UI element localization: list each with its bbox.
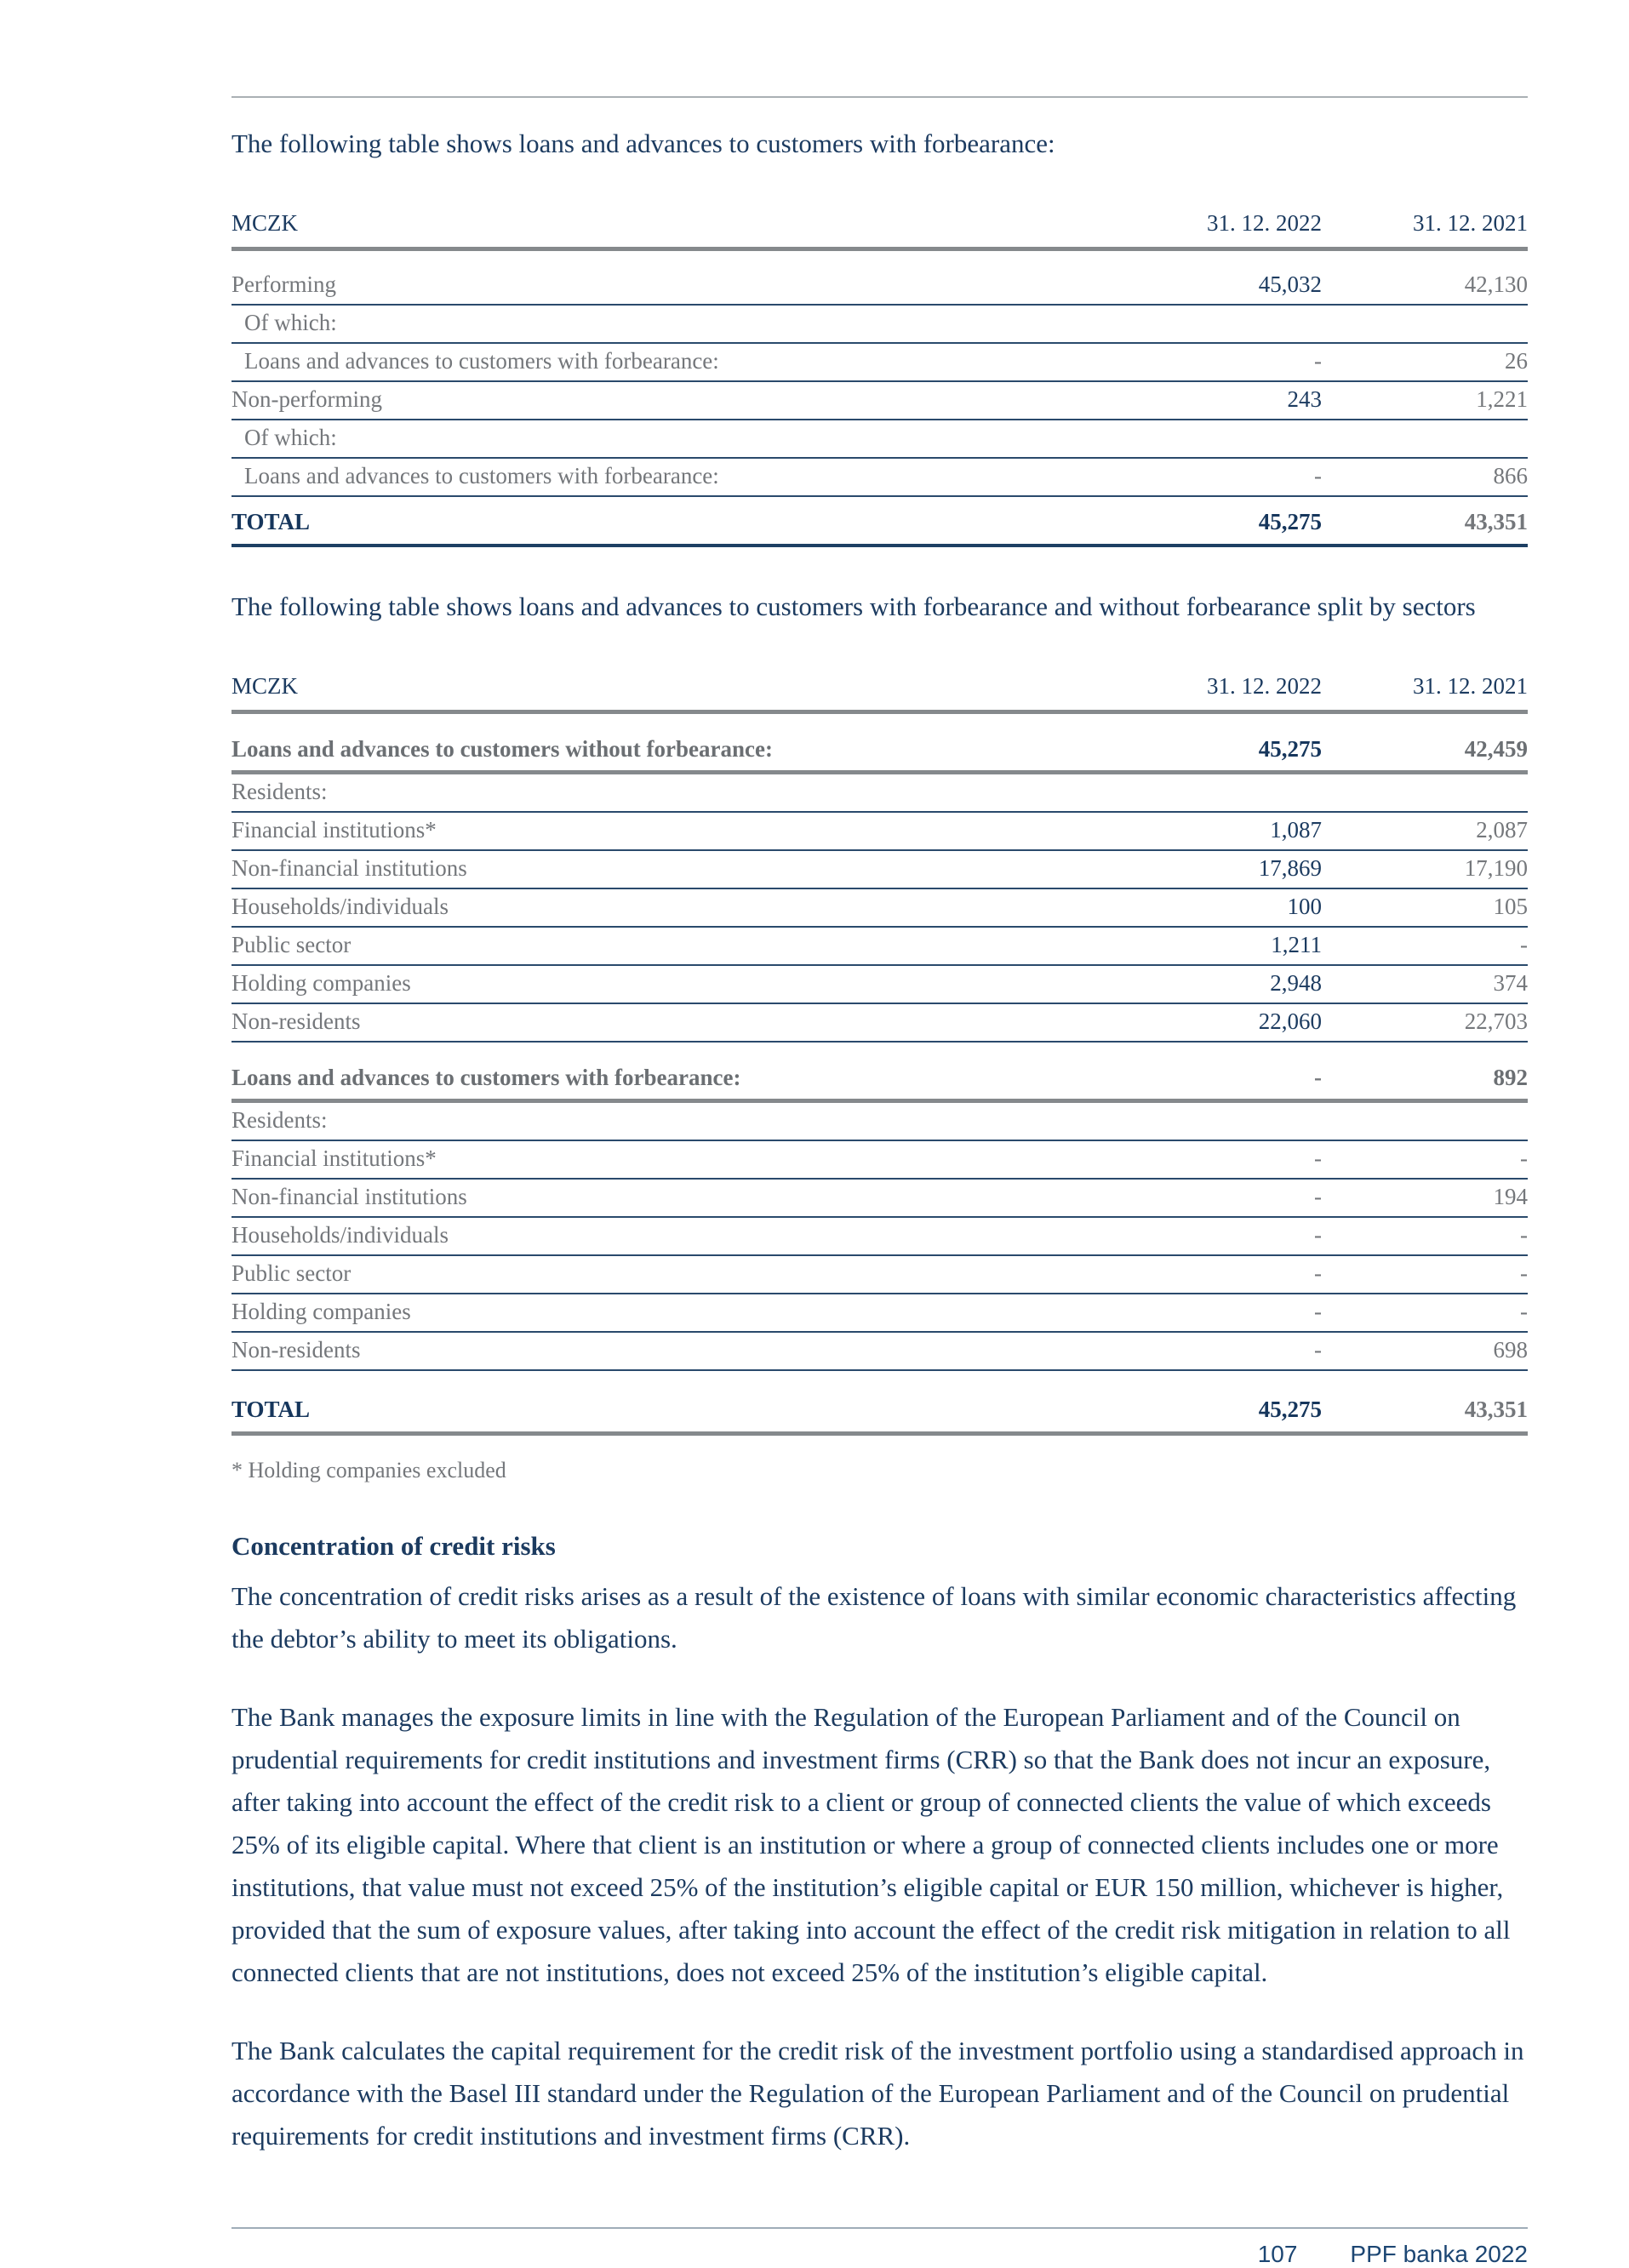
- row-value-2021: 42,130: [1464, 271, 1528, 297]
- column-header-2021: 31. 12. 2021: [1413, 210, 1528, 236]
- row-label: Households/individuals: [231, 894, 449, 919]
- row-value-2021: -: [1520, 1145, 1528, 1171]
- row-value-2021: 105: [1493, 894, 1528, 919]
- table-row: [231, 1294, 1528, 1333]
- row-label: Public sector: [231, 1260, 352, 1286]
- row-label: Non-residents: [231, 1337, 361, 1363]
- brand-label: PPF banka 2022: [1350, 2241, 1528, 2267]
- row-value-2022: 1,087: [1270, 817, 1322, 843]
- total-label: TOTAL: [231, 1397, 311, 1422]
- paragraph: The Bank calculates the capital requirement for the credit risk of the investment portfolio using a standardised approach in accordance with the Basel III standard under the Regulation of the European Parliament and of the Council on prudential requirements for credit institutions and investment firms (CRR).: [231, 2036, 1524, 2151]
- table-row: [231, 966, 1528, 1004]
- table-row: [231, 1256, 1528, 1294]
- row-label: Of which:: [244, 425, 337, 450]
- total-value-2022: 45,275: [1258, 509, 1322, 534]
- section-value-2021: 42,459: [1464, 736, 1528, 762]
- table-footnote: * Holding companies excluded: [231, 1458, 506, 1482]
- table-total-row: [231, 497, 1528, 547]
- table-row: [231, 813, 1528, 851]
- column-header-2022: 31. 12. 2022: [1207, 210, 1322, 236]
- page-number: 107: [1257, 2241, 1298, 2267]
- row-label: Non-financial institutions: [231, 855, 467, 881]
- table-total-row: [231, 1371, 1528, 1436]
- row-value-2021: -: [1520, 1260, 1528, 1286]
- table-row: [231, 1141, 1528, 1180]
- row-value-2021: 1,221: [1476, 386, 1528, 412]
- table-row: [231, 251, 1528, 306]
- table-row: [231, 1180, 1528, 1218]
- section-value-2022: 45,275: [1258, 736, 1322, 762]
- row-value-2022: -: [1314, 1260, 1322, 1286]
- column-header-2022: 31. 12. 2022: [1207, 673, 1322, 699]
- row-value-2022: 2,948: [1270, 970, 1322, 996]
- table-row: [231, 774, 1528, 813]
- row-label: Public sector: [231, 932, 352, 957]
- table-row: [231, 382, 1528, 420]
- row-label: Financial institutions*: [231, 1145, 437, 1171]
- row-value-2021: 698: [1493, 1337, 1528, 1363]
- table-row: [231, 459, 1528, 497]
- unit-label: MCZK: [231, 210, 299, 236]
- column-header-2021: 31. 12. 2021: [1413, 673, 1528, 699]
- row-value-2022: -: [1314, 1145, 1322, 1171]
- table-header-row: [231, 207, 1528, 251]
- table-row: [231, 889, 1528, 928]
- row-value-2022: 17,869: [1258, 855, 1322, 881]
- total-value-2022: 45,275: [1258, 1397, 1322, 1422]
- row-label: Holding companies: [231, 970, 411, 996]
- table-row: [231, 851, 1528, 889]
- row-label: Residents:: [231, 1107, 328, 1133]
- table-row: [231, 1004, 1528, 1043]
- table-row: [231, 306, 1528, 344]
- row-value-2021: -: [1520, 1222, 1528, 1248]
- table-row: [231, 1333, 1528, 1371]
- forbearance-by-sector-table: [231, 670, 1528, 1436]
- row-value-2021: -: [1520, 932, 1528, 957]
- table-row: [231, 928, 1528, 966]
- row-label: Residents:: [231, 779, 328, 804]
- row-value-2021: 26: [1505, 348, 1528, 374]
- row-value-2021: -: [1520, 1299, 1528, 1324]
- section-label: Loans and advances to customers without forbearance:: [231, 736, 773, 762]
- total-label: TOTAL: [231, 509, 311, 534]
- row-label: Financial institutions*: [231, 817, 437, 843]
- row-label: Non-financial institutions: [231, 1184, 467, 1209]
- row-value-2022: -: [1314, 1299, 1322, 1324]
- section-header-row: [231, 714, 1528, 774]
- table1-intro: The following table shows loans and advances to customers with forbearance:: [231, 129, 1055, 158]
- top-divider: [231, 96, 1528, 98]
- paragraph: The concentration of credit risks arises as a result of the existence of loans with similar economic characteristics affecting the debtor’s ability to meet its obligations.: [231, 1581, 1517, 1654]
- table-header-row: [231, 670, 1528, 714]
- paragraph: The Bank manages the exposure limits in line with the Regulation of the European Parliament and of the Council on prudential requirements for credit institutions and investment firms (CRR) so that the Bank does not incur an exposure, after taking into account the effect of the credit risk to a client or group of connected clients the value of which exceeds 25% of its eligible capital. Where that client is an institution or where a group of connected clients includes one or more institutions, that value must not exceed 25% of the institution’s eligible capital or EUR 150 million, whichever is higher, provided that the sum of exposure values, after taking into account the effect of the credit risk mitigation in relation to all connected clients that are not institutions, does not exceed 25% of the institution’s eligible capital.: [231, 1702, 1511, 1987]
- section-value-2021: 892: [1493, 1065, 1528, 1090]
- footer-divider: [231, 2227, 1528, 2229]
- row-label: Loans and advances to customers with forbearance:: [244, 348, 719, 374]
- row-label: Of which:: [244, 310, 337, 335]
- row-value-2022: 1,211: [1271, 932, 1322, 957]
- row-value-2022: -: [1314, 348, 1322, 374]
- row-value-2021: 2,087: [1476, 817, 1528, 843]
- row-value-2021: 194: [1493, 1184, 1528, 1209]
- row-label: Holding companies: [231, 1299, 411, 1324]
- row-value-2022: 22,060: [1258, 1008, 1322, 1034]
- row-label: Loans and advances to customers with forbearance:: [244, 463, 719, 488]
- row-value-2021: 866: [1493, 463, 1528, 488]
- unit-label: MCZK: [231, 673, 299, 699]
- row-value-2021: 374: [1493, 970, 1528, 996]
- total-value-2021: 43,351: [1464, 509, 1528, 534]
- table-row: [231, 344, 1528, 382]
- table-row: [231, 420, 1528, 459]
- page-footer: [231, 2241, 1528, 2268]
- table-row: [231, 1103, 1528, 1141]
- table-row: [231, 1218, 1528, 1256]
- row-label: Performing: [231, 271, 336, 297]
- row-label: Households/individuals: [231, 1222, 449, 1248]
- row-value-2022: 45,032: [1258, 271, 1322, 297]
- row-label: Non-residents: [231, 1008, 361, 1034]
- row-value-2022: 100: [1287, 894, 1322, 919]
- row-value-2022: -: [1314, 1222, 1322, 1248]
- section-value-2022: -: [1314, 1065, 1322, 1090]
- section-label: Loans and advances to customers with forbearance:: [231, 1065, 741, 1090]
- row-value-2022: -: [1314, 1184, 1322, 1209]
- row-value-2021: 22,703: [1464, 1008, 1528, 1034]
- row-value-2022: -: [1314, 463, 1322, 488]
- row-label: Non-performing: [231, 386, 382, 412]
- row-value-2022: -: [1314, 1337, 1322, 1363]
- section-heading: Concentration of credit risks: [231, 1531, 556, 1561]
- table2-intro: The following table shows loans and advances to customers with forbearance and without forbearance split by sectors: [231, 591, 1476, 621]
- row-value-2021: 17,190: [1464, 855, 1528, 881]
- total-value-2021: 43,351: [1464, 1397, 1528, 1422]
- row-value-2022: 243: [1287, 386, 1322, 412]
- section-header-row: [231, 1043, 1528, 1103]
- forbearance-summary-table: [231, 207, 1528, 547]
